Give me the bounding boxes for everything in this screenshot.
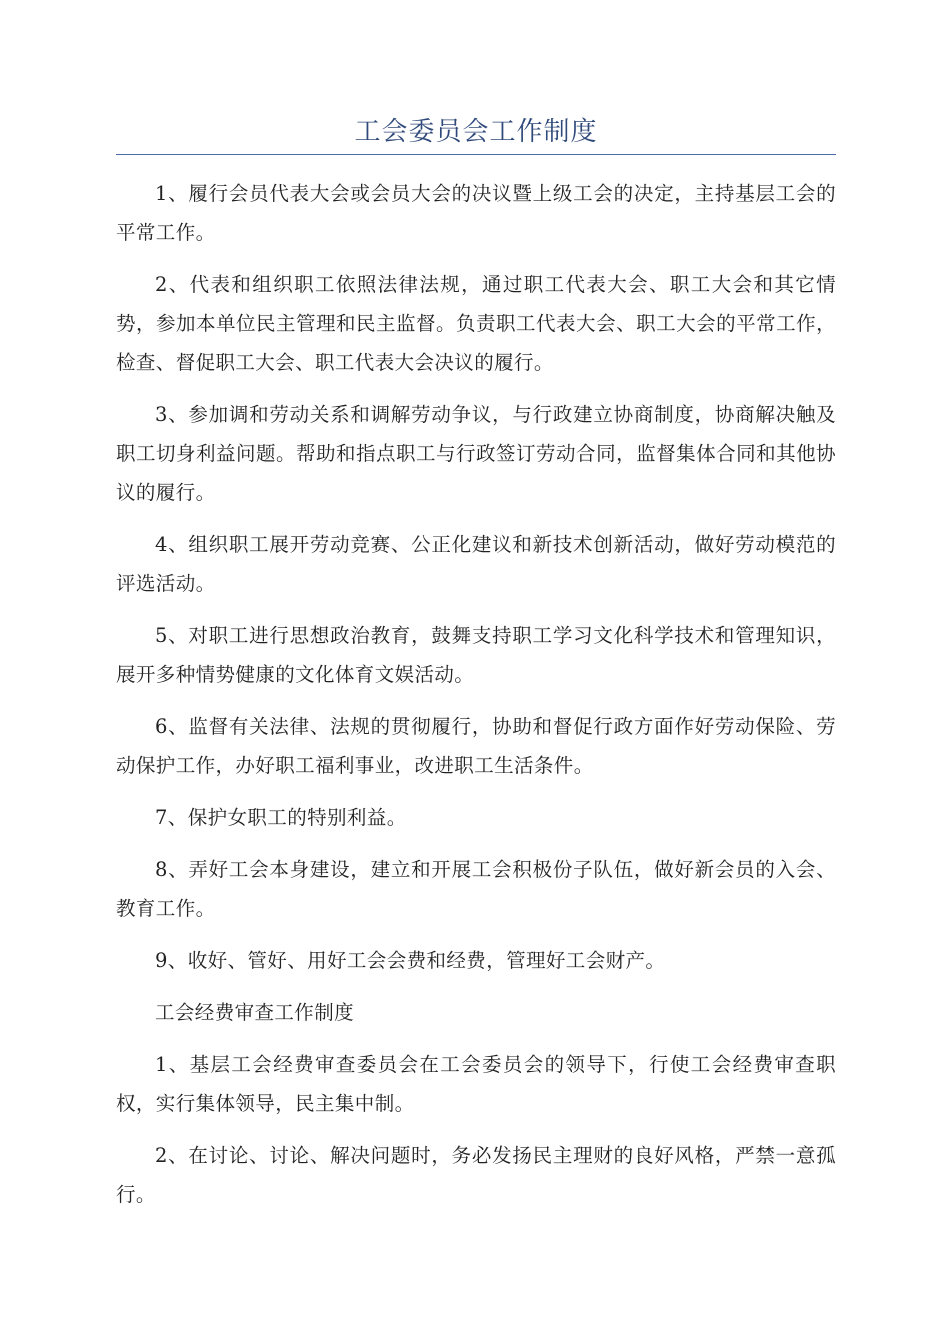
paragraph-2: 2、代表和组织职工依照法律法规，通过职工代表大会、职工大会和其它情势，参加本单位民主管理和民主监督。负责职工代表大会、职工大会的平常工作，检查、督促职工大会、职工代表大会决议的履行。 bbox=[116, 273, 836, 374]
title-block bbox=[116, 112, 836, 152]
paragraph-7: 7、保护女职工的特别利益。 bbox=[155, 806, 407, 829]
paragraph-8: 8、弄好工会本身建设，建立和开展工会积极份子队伍，做好新会员的入会、教育工作。 bbox=[116, 858, 836, 920]
paragraph-11: 2、在讨论、讨论、解决问题时，务必发扬民主理财的良好风格，严禁一意孤行。 bbox=[116, 1144, 836, 1206]
paragraph-3: 3、参加调和劳动关系和调解劳动争议，与行政建立协商制度，协商解决触及职工切身利益问题。帮助和指点职工与行政签订劳动合同，监督集体合同和其他协议的履行。 bbox=[116, 403, 836, 504]
paragraph-6: 6、监督有关法律、法规的贯彻履行，协助和督促行政方面作好劳动保险、劳动保护工作，办好职工福利事业，改进职工生活条件。 bbox=[116, 715, 836, 777]
paragraph-9: 9、收好、管好、用好工会会费和经费，管理好工会财产。 bbox=[155, 949, 666, 972]
paragraph-5: 5、对职工进行思想政治教育，鼓舞支持职工学习文化科学技术和管理知识，展开多种情势健康的文化体育文娱活动。 bbox=[116, 624, 836, 686]
title-underline bbox=[116, 154, 836, 155]
paragraph-1: 1、履行会员代表大会或会员大会的决议暨上级工会的决定，主持基层工会的平常工作。 bbox=[116, 182, 836, 244]
document-title: 工会委员会工作制度 bbox=[354, 117, 598, 147]
section-heading: 工会经费审查工作制度 bbox=[155, 1001, 355, 1024]
paragraph-4: 4、组织职工展开劳动竞赛、公正化建议和新技术创新活动，做好劳动模范的评选活动。 bbox=[116, 533, 836, 595]
document-body bbox=[116, 174, 836, 1227]
paragraph-10: 1、基层工会经费审查委员会在工会委员会的领导下，行使工会经费审查职权，实行集体领导，民主集中制。 bbox=[116, 1053, 836, 1115]
